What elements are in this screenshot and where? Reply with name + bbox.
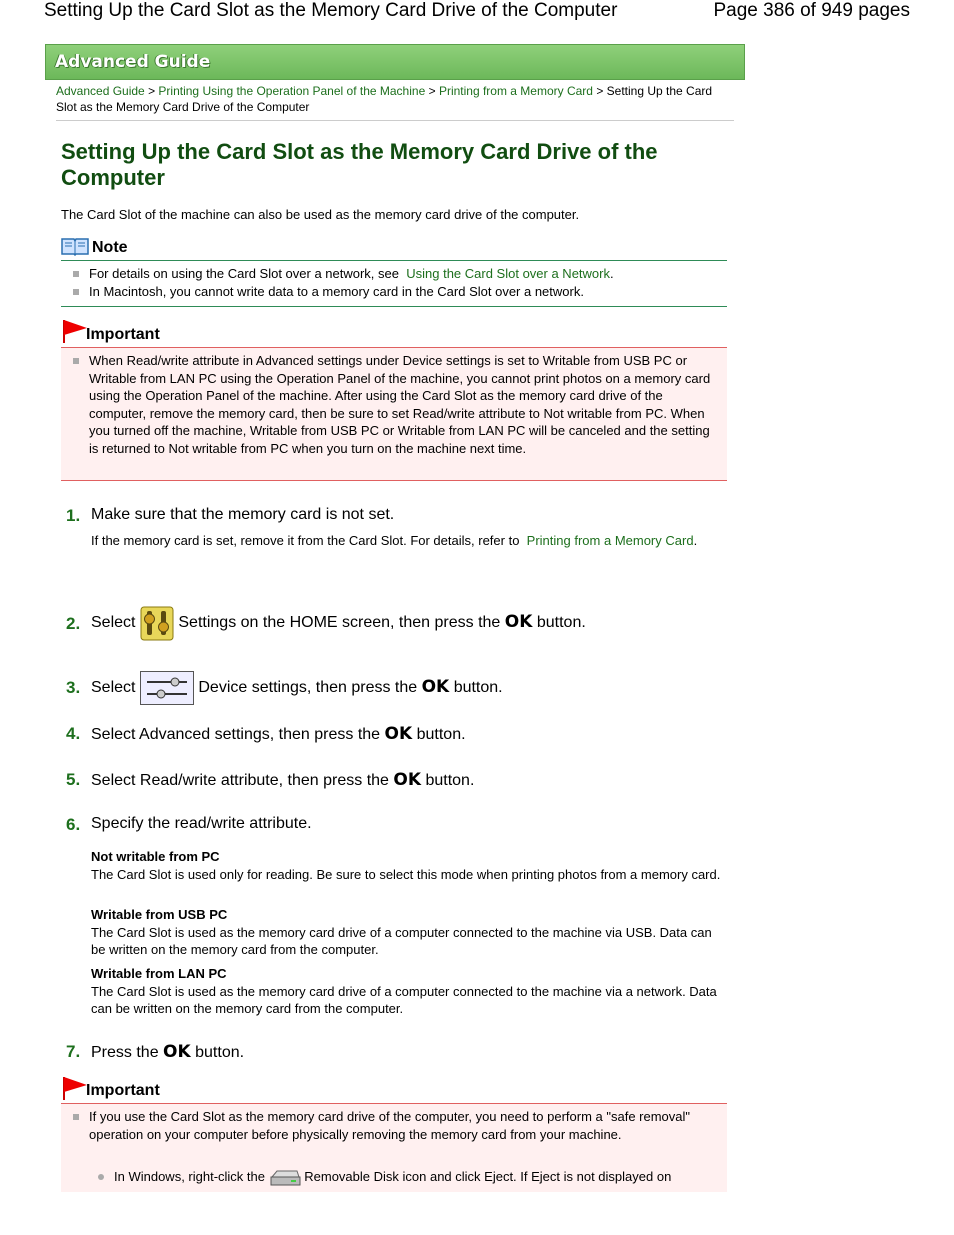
step-text-end: button. (453, 679, 503, 696)
note-item (89, 265, 614, 283)
note-heading (61, 236, 727, 261)
step-text (91, 770, 474, 790)
important-label: Important (86, 326, 160, 343)
breadcrumb-advanced-guide[interactable]: Advanced Guide (56, 84, 145, 98)
important-text: When Read/write attribute in Advanced settings under Device settings is set to Writable from USB PC or Writable from LAN PC using the Operation Panel of the machine, you cannot print photos on a memory card using the Operation Panel of the machine. After using the Card Slot as the memory card drive of the computer, remove the memory card, then be sure to set Read/write attribute to Not writable from PC. When you turned off the machine, Writable from USB PC or Writable from LAN PC will be canceled and the setting is returned to Not writable from PC when you turn on the machine next time. (89, 353, 711, 456)
page-header-title: Setting Up the Card Slot as the Memory Card Drive of the Computer (44, 0, 618, 21)
option-not-writable (91, 848, 721, 883)
step-number: 2. (66, 614, 81, 633)
breadcrumb-printing-operation-panel[interactable]: Printing Using the Operation Panel of the Machine (158, 84, 426, 98)
page-title: Setting Up the Card Slot as the Memory Card Drive of the Computer (61, 139, 658, 190)
step-text-end: button. (416, 726, 466, 743)
option-desc: The Card Slot is used as the memory card drive of a computer connected to the machine via a network. Data can be written on the memory card from the computer. (91, 983, 717, 1017)
breadcrumb-sep: > (425, 84, 439, 98)
breadcrumb-printing-memory-card[interactable]: Printing from a Memory Card (438, 84, 593, 98)
bullet-icon (73, 1114, 79, 1120)
red-flag-icon (62, 1075, 88, 1101)
step-text-pre: Select Advanced settings, then press the (91, 726, 381, 743)
breadcrumb-sep: > (592, 84, 607, 98)
device-settings-icon (140, 671, 194, 705)
bullet-icon (98, 1174, 104, 1180)
subitem-pre: In Windows, right-click the (114, 1169, 265, 1184)
step-text-pre: Select Read/write attribute, then press the (91, 772, 389, 789)
settings-icon (140, 605, 174, 641)
option-name: Writable from USB PC (91, 907, 228, 922)
important-subitem (114, 1165, 724, 1189)
red-flag-icon (62, 318, 88, 344)
ok-button-glyph: OK (421, 677, 450, 697)
option-writable-lan (91, 965, 721, 1018)
note-item-end: . (610, 266, 614, 281)
option-name: Writable from LAN PC (91, 966, 227, 981)
step-text: Make sure that the memory card is not set. (91, 506, 395, 523)
note-item-text: For details on using the Card Slot over a network, see (89, 266, 399, 281)
breadcrumb (56, 83, 726, 115)
link-printing-memory-card[interactable]: Printing from a Memory Card (526, 533, 694, 548)
bullet-icon (73, 358, 79, 364)
subitem-post: Removable Disk icon and click Eject. If Eject is not displayed on (304, 1169, 672, 1184)
ok-button-glyph: OK (504, 612, 533, 632)
step-number: 7. (66, 1042, 81, 1061)
step-number: 6. (66, 815, 81, 834)
step-text (91, 1042, 244, 1062)
advanced-guide-banner (45, 44, 745, 80)
step-detail-text: If the memory card is set, remove it from the Card Slot. For details, refer to (91, 533, 520, 548)
step-text-post: Settings on the HOME screen, then press the (178, 614, 501, 631)
step-text-pre: Select (91, 679, 136, 696)
step-text-pre: Select (91, 614, 136, 631)
ok-button-glyph: OK (393, 770, 422, 790)
breadcrumb-sep: > (144, 84, 159, 98)
step-detail (91, 532, 721, 550)
step-text-end: button. (425, 772, 475, 789)
important-text: If you use the Card Slot as the memory card drive of the computer, you need to perform a "safe removal" operation on your computer before physically removing the memory card from your machine. (89, 1109, 691, 1142)
step-text-end: button. (195, 1044, 245, 1061)
step-text (91, 594, 586, 651)
step-number: 5. (66, 770, 81, 789)
step-text: Specify the read/write attribute. (91, 815, 312, 832)
ok-button-glyph: OK (163, 1042, 191, 1062)
step-text-end: button. (536, 614, 586, 631)
ok-button-glyph: OK (384, 724, 413, 744)
option-writable-usb (91, 906, 721, 959)
option-desc: The Card Slot is used as the memory card drive of a computer connected to the machine via USB. Data can be written on the memory card from the computer. (91, 924, 712, 958)
note-list (61, 264, 727, 307)
step-number: 4. (66, 724, 81, 743)
step-text (91, 724, 466, 744)
note-item: In Macintosh, you cannot write data to a memory card in the Card Slot over a network. (89, 284, 584, 299)
important-box (61, 347, 727, 481)
option-name: Not writable from PC (91, 849, 220, 864)
banner-label: Advanced Guide (55, 52, 211, 72)
step-text-post: Device settings, then press the (198, 679, 418, 696)
step-number: 3. (66, 678, 81, 697)
step-detail-end: . (693, 533, 698, 548)
intro-text: The Card Slot of the machine can also be used as the memory card drive of the computer. (61, 207, 580, 222)
bullet-icon (73, 289, 79, 295)
book-icon (61, 236, 89, 256)
note-label: Note (92, 239, 128, 256)
step-text-pre: Press the (91, 1044, 159, 1061)
removable-disk-icon (269, 1169, 301, 1187)
link-card-slot-network[interactable]: Using the Card Slot over a Network (406, 266, 610, 281)
divider (56, 120, 734, 121)
step-text (91, 659, 503, 716)
step-number: 1. (66, 506, 81, 525)
important-label: Important (86, 1082, 160, 1099)
page-number: Page 386 of 949 pages (713, 0, 910, 21)
important-box (61, 1103, 727, 1192)
option-desc: The Card Slot is used only for reading. Be sure to select this mode when printing photos from a memory card. (91, 866, 721, 882)
bullet-icon (73, 271, 79, 277)
breadcrumb-current: Setting Up the Card Slot as the Memory Card Drive of the Computer (56, 84, 713, 114)
